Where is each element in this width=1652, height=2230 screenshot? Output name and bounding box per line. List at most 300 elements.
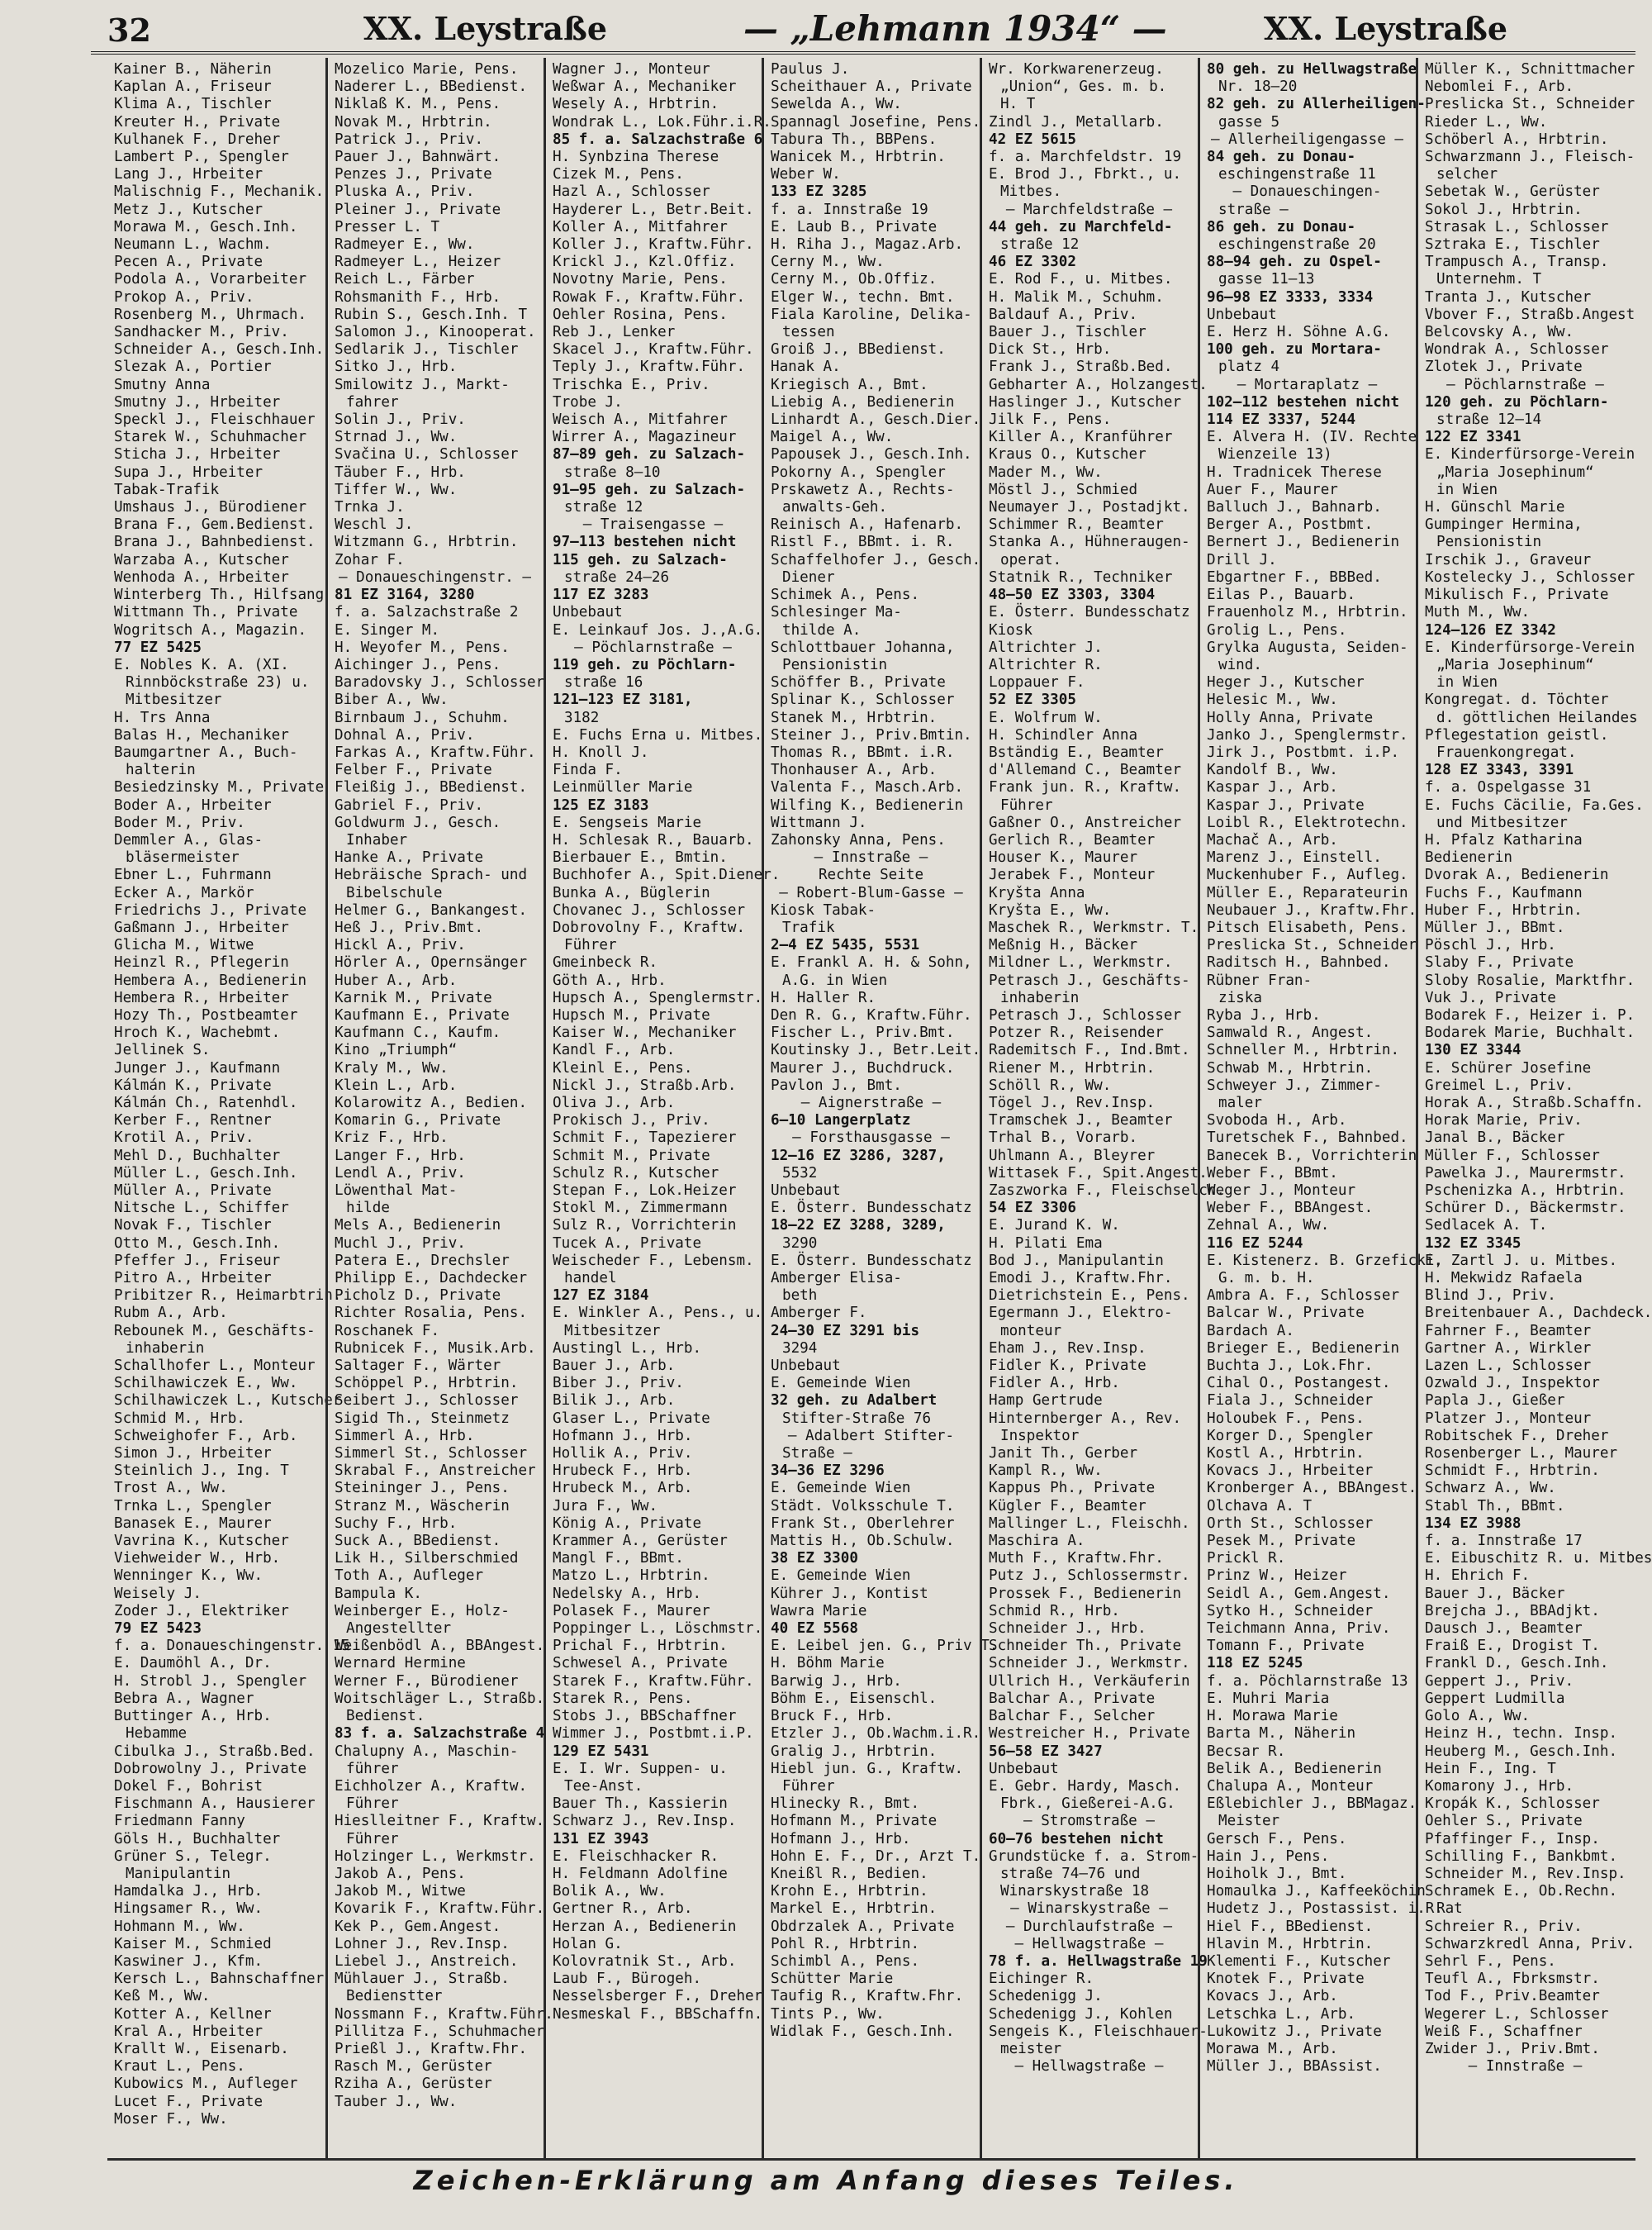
directory-entry: Täuber F., Hrb. [335,464,466,481]
directory-entry: straße 16 [564,674,643,692]
directory-entry: E. Singer M. [335,621,440,639]
directory-entry: Sehrl F., Pens. [1425,1952,1556,1970]
directory-entry: Kandl F., Arb. [553,1042,676,1059]
directory-entry: Hiebl jun. G., Kraftw. [771,1760,964,1777]
directory-entry: Heuberg M., Gesch.Inh. [1425,1743,1618,1760]
directory-entry: Podola A., Vorarbeiter [114,271,307,288]
directory-entry: „Maria Josephinum“ [1436,464,1594,481]
directory-entry: Unternehm. T [1436,271,1542,288]
directory-entry: Frank jun. R., Kraftw. [989,779,1182,796]
directory-entry: Mildner L., Werkmstr. [989,954,1173,972]
directory-entry: Maigel A., Ww. [771,429,894,446]
directory-entry: monteur [1000,1322,1062,1339]
directory-entry: Pawelka J., Maurermstr. [1425,1164,1626,1182]
directory-entry: Schwarzkredl Anna, Priv. [1425,1935,1635,1952]
directory-entry: Schmid R., Hrb. [989,1602,1120,1619]
directory-entry: Hlinecky R., Bmt. [771,1795,920,1813]
directory-entry: Gerlich R., Beamter [989,831,1156,849]
directory-entry: Buttinger A., Hrb. [114,1708,272,1725]
directory-entry: Göls H., Buchhalter [114,1830,281,1847]
directory-entry: Hembera A., Bedienerin [114,972,307,989]
directory-entry: Baradovsky J., Schlosser [335,674,545,692]
directory-entry: Oehler S., Private [1425,1813,1583,1830]
directory-entry: Richter Rosalia, Pens. [335,1305,528,1322]
directory-entry: Schöffer B., Private [771,674,946,692]
directory-entry: Gralig J., Hrbtrin. [771,1743,938,1760]
directory-entry: Huber F., Hrbtrin. [1425,901,1583,919]
directory-entry: — Donaueschingen- [1232,183,1382,201]
directory-entry: 84 geh. zu Donau- [1207,149,1356,166]
directory-entry: Hanak A. [771,359,841,376]
directory-entry: Starek F., Kraftw.Führ. [553,1672,754,1690]
directory-entry: — Allerheiligengasse — [1210,131,1404,148]
directory-entry: 127 EZ 3184 [553,1287,649,1305]
directory-entry: beth [782,1287,818,1305]
directory-entry: Balchar F., Selcher [989,1708,1156,1725]
directory-entry: Neumayer J., Postadjkt. [989,499,1190,516]
directory-entry: Weischeder F., Lebensm. [553,1252,754,1269]
directory-entry: Weber F., BBAngest. [1207,1200,1374,1217]
directory-entry: Boder A., Hrbeiter [114,796,272,814]
directory-entry: Gersch F., Pens. [1207,1830,1347,1847]
directory-entry: Winarskystraße 18 [1000,1883,1150,1900]
directory-entry: Penzes J., Private [335,166,492,183]
directory-entry: inhaberin [126,1339,205,1357]
directory-entry: Bodarek F., Heizer i. P. [1425,1006,1635,1024]
directory-entry: Lang J., Hrbeiter [114,166,263,183]
directory-entry: 88–94 geh. zu Ospel- [1207,254,1382,271]
directory-entry: Holzinger L., Werkmstr. [335,1847,536,1865]
directory-entry: Kaplan A., Friseur [114,78,272,96]
directory-entry: Kronberger A., BBAngest. [1207,1480,1417,1497]
directory-entry: Inhaber [346,831,408,849]
directory-entry: E. Kistenerz. B. Grzeficki, [1207,1252,1443,1269]
directory-entry: Mühlauer J., Straßb. [335,1971,510,1988]
directory-entry: Grolig L., Pens. [1207,621,1347,639]
directory-entry: Tee-Anst. [564,1777,643,1795]
directory-entry: Smutny Anna [114,376,211,393]
directory-entry: Kotter A., Kellner [114,2005,272,2023]
directory-entry: E. Leibel jen. G., Priv T. [771,1638,999,1655]
directory-entry: — Innstraße — [1468,2058,1583,2075]
directory-entry: d'Allemand C., Beamter [989,762,1182,779]
directory-entry: Bruck F., Hrb. [771,1708,894,1725]
directory-entry: 56–58 EZ 3427 [989,1743,1103,1760]
directory-entry: Irschik J., Graveur [1425,551,1592,568]
directory-entry: Schwesel A., Private [553,1655,728,1672]
directory-entry: 130 EZ 3344 [1425,1042,1521,1059]
directory-entry: Stanek M., Hrbtrin. [771,709,938,726]
directory-entry: straße — [1218,201,1289,218]
directory-entry: Naderer L., BBedienst. [335,78,528,96]
directory-entry: Ecker A., Markör [114,884,254,901]
directory-entry: Bständig E., Beamter [989,744,1164,761]
directory-entry: Rebounek M., Geschäfts- [114,1322,316,1339]
directory-entry: Mehl D., Buchhalter [114,1147,281,1164]
directory-entry: Dokel F., Bohrist [114,1777,263,1795]
directory-entry: Gebharter A., Holzangest. [989,376,1208,393]
directory-entry: Zlotek J., Private [1425,359,1583,376]
directory-entry: Mader M., Ww. [989,464,1103,481]
directory-entry: Wawra Marie [771,1602,867,1619]
directory-entry: Jura F., Ww. [553,1497,658,1514]
directory-entry: E. Wolfrum W. [989,709,1103,726]
directory-entry: Unbebaut [771,1357,841,1375]
directory-entry: Hohmann M., Ww. [114,1918,245,1935]
directory-entry: Kálmán Ch., Ratenhdl. [114,1094,298,1111]
directory-entry: Sytko H., Schneider [1207,1602,1374,1619]
directory-entry: 5532 [782,1164,818,1182]
directory-entry: Smutny J., Hrbeiter [114,393,281,411]
directory-entry: Frauenholz M., Hrbtrin. [1207,604,1408,621]
directory-entry: Aichinger J., Pens. [335,656,501,673]
directory-entry: Manipulantin [126,1865,231,1882]
directory-entry: Korger D., Spengler [1207,1427,1374,1444]
directory-entry: Nebomlei F., Arb. [1425,78,1574,96]
directory-entry: Janit Th., Gerber [989,1445,1138,1462]
directory-entry: Jerabek F., Monteur [989,867,1156,884]
directory-entry: handel [564,1270,617,1287]
directory-entry: Weßwar A., Mechaniker [553,78,737,96]
directory-entry: 87–89 geh. zu Salzach- [553,446,746,464]
directory-entry: Wilfing K., Bedienerin [771,796,964,814]
directory-entry: Kaiser M., Schmied [114,1935,272,1952]
directory-entry: Pribitzer R., Heimarbtrin. [114,1287,342,1305]
directory-entry: Brana J., Bahnbedienst. [114,534,316,551]
directory-entry: Krotil A., Priv. [114,1129,254,1147]
directory-entry: Steiner J., Priv.Bmtin. [771,726,972,744]
directory-entry: Helesic M., Ww. [1207,692,1338,709]
directory-entry: Schöppel P., Hrbtrin. [335,1375,519,1392]
directory-entry: Ebner L., Fuhrmann [114,867,272,884]
directory-entry: — Robert-Blum-Gasse — [779,884,963,901]
directory-entry: Kongregat. d. Töchter [1425,692,1609,709]
directory-entry: Prokisch J., Priv. [553,1112,710,1129]
directory-entry: Belik A., Bedienerin [1207,1760,1382,1777]
directory-entry: 77 EZ 5425 [114,639,202,656]
directory-entry: Weber W. [771,166,841,183]
directory-entry: Kandolf B., Ww. [1207,762,1338,779]
directory-entry: straße 24–26 [564,568,670,586]
directory-entry: Svoboda H., Arb. [1207,1112,1347,1129]
directory-entry: Löwenthal Mat- [335,1182,458,1199]
directory-entry: Wittmann Th., Private [114,604,298,621]
directory-entry: Witzmann G., Hrbtrin. [335,534,519,551]
directory-entry: Horak Marie, Priv. [1425,1112,1583,1129]
directory-entry: Schramek E., Ob.Rechn. [1425,1883,1618,1900]
directory-entry: Junger J., Kaufmann [114,1059,281,1077]
directory-entry: Pflegestation geistl. [1425,726,1609,744]
directory-entry: Pfeffer J., Friseur [114,1252,281,1269]
directory-entry: führer [346,1760,399,1777]
directory-entry: Buchta J., Lok.Fhr. [1207,1357,1374,1375]
directory-entry: 12–16 EZ 3286, 3287, [771,1147,946,1164]
directory-entry: E. Schürer Josefine [1425,1059,1592,1077]
directory-entry: Göth A., Hrb. [553,972,667,989]
directory-entry: Eichinger R. [989,1971,1094,1988]
directory-entry: Pesek M., Private [1207,1533,1356,1550]
directory-entry: Drill J. [1207,551,1277,568]
directory-entry: 32 geh. zu Adalbert [771,1392,938,1410]
directory-entry: 114 EZ 3337, 5244 [1207,411,1356,429]
directory-entry: Friedrichs J., Private [114,901,307,919]
directory-entry: Skrabal F., Anstreicher [335,1462,536,1480]
directory-entry: Nesselsberger F., Dreher [553,1988,763,2005]
directory-entry: Schimek A., Pens. [771,587,920,604]
directory-entry: Seibert J., Schlosser [335,1392,519,1410]
directory-entry: Sandhacker M., Priv. [114,324,289,341]
directory-entry: Morawa M., Arb. [1207,2040,1338,2057]
directory-entry: Pecen A., Private [114,254,263,271]
directory-entry: f. a. Ospelgasse 31 [1425,779,1592,796]
directory-entry: Pensionistin [782,656,888,673]
directory-entry: Sitko J., Hrb. [335,359,458,376]
directory-entry: Unbebaut [989,1760,1059,1777]
directory-entry: Grylka Augusta, Seiden- [1207,639,1408,656]
directory-entry: Schwab M., Hrbtrin. [1207,1059,1374,1077]
directory-entry: Schneider Th., Private [989,1638,1182,1655]
directory-entry: Trampusch A., Transp. [1425,254,1609,271]
directory-entry: Trischka E., Priv. [553,376,710,393]
directory-entry: Amberger Elisa- [771,1270,902,1287]
directory-entry: Speckl J., Fleischhauer [114,411,316,429]
directory-entry: Weiß F., Schaffner [1425,2023,1583,2040]
directory-entry: Jakob M., Witwe [335,1883,466,1900]
directory-entry: wind. [1218,656,1262,673]
directory-entry: 38 EZ 3300 [771,1550,858,1567]
directory-entry: Steininger J., Pens. [335,1480,510,1497]
directory-entry: Polasek F., Maurer [553,1602,710,1619]
directory-entry: Kreuter H., Private [114,113,281,131]
directory-entry: Metz J., Kutscher [114,201,263,218]
directory-entry: Dvorak A., Bedienerin [1425,867,1609,884]
directory-entry: Ryba J., Hrb. [1207,1006,1321,1024]
directory-entry: Fidler K., Private [989,1357,1146,1375]
directory-entry: — Innstraße — [814,849,928,867]
directory-entry: Schneider J., Hrb. [989,1620,1146,1638]
directory-entry: Farkas A., Kraftw.Führ. [335,744,536,761]
directory-entry: E. Daumöhl A., Dr. [114,1655,272,1672]
directory-entry: Papla J., Gießer [1425,1392,1565,1410]
directory-entry: Kiosk Tabak- [771,901,876,919]
directory-entry: Diener [782,568,835,586]
directory-entry: Amberger F. [771,1305,867,1322]
directory-entry: Wittasek F., Spit.Angest. [989,1164,1208,1182]
directory-entry: in Wien [1436,481,1498,498]
directory-entry: Hamp Gertrude [989,1392,1103,1410]
directory-entry: Kolarowitz A., Bedien. [335,1094,528,1111]
directory-entry: H. Böhm Marie [771,1655,885,1672]
directory-entry: Bampula K. [335,1585,422,1602]
directory-entry: 128 EZ 3343, 3391 [1425,762,1574,779]
directory-entry: Picholz D., Private [335,1287,501,1305]
directory-entry: Rinnböckstraße 23) u. [126,674,310,692]
directory-entry: maler [1218,1094,1262,1111]
directory-entry: Sloby Rosalie, Marktfhr. [1425,972,1635,989]
directory-entry: 91–95 geh. zu Salzach- [553,481,746,498]
directory-entry: Bedienst. [346,1708,425,1725]
directory-entry: Hoiholk J., Bmt. [1207,1865,1347,1882]
directory-entry: Schulz R., Kutscher [553,1164,719,1182]
directory-entry: Wr. Korkwarenerzeug. [989,61,1164,78]
directory-entry: Prossek F., Bedienerin [989,1585,1182,1602]
directory-entry: E. Frankl A. H. & Sohn, [771,954,972,972]
directory-entry: H. Günschl Marie [1425,499,1565,516]
directory-entry: Kainer B., Näherin [114,61,272,78]
directory-entry: Bauer J., Bäcker [1425,1585,1565,1602]
directory-entry: Zindl J., Metallarb. [989,113,1164,131]
directory-entry: Gartner A., Wirkler [1425,1339,1592,1357]
directory-entry: Pitsch Elisabeth, Pens. [1207,919,1408,936]
directory-entry: Huber A., Arb. [335,972,458,989]
directory-entry: 117 EZ 3283 [553,587,649,604]
directory-entry: Ebgartner F., BBBed. [1207,568,1382,586]
directory-entry: Lazen L., Schlosser [1425,1357,1592,1375]
directory-entry: E. Fuchs Cäcilie, Fa.Ges. [1425,796,1644,814]
directory-entry: Kaspar J., Arb. [1207,779,1338,796]
directory-entry: Muth F., Kraftw.Fhr. [989,1550,1164,1567]
directory-entry: Birnbaum J., Schuhm. [335,709,510,726]
directory-entry: E. Nobles K. A. (XI. [114,656,289,673]
directory-entry: Maurer J., Buchdruck. [771,1059,955,1077]
directory-entry: Emodi J., Kraftw.Fhr. [989,1270,1173,1287]
directory-entry: Stanka A., Hühneraugen- [989,534,1190,551]
directory-entry: Raditsch H., Bahnbed. [1207,954,1391,972]
directory-entry: Pleiner J., Private [335,201,501,218]
directory-entry: Janko J., Spenglermstr. [1207,726,1408,744]
directory-entry: Kampl R., Ww. [989,1462,1103,1480]
directory-entry: Balcar W., Private [1207,1305,1365,1322]
directory-entry: tessen [782,324,835,341]
directory-entry: Brana F., Gem.Bedienst. [114,516,316,534]
directory-entry: Pfaffinger F., Insp. [1425,1830,1600,1847]
directory-entry: 82 geh. zu Allerheiligen- [1207,96,1426,113]
directory-entry: Stifter-Straße 76 [782,1410,932,1427]
directory-entry: Smilowitz J., Markt- [335,376,510,393]
directory-column-3 [544,58,781,2161]
directory-entry: Wienzeile 13) [1218,446,1332,464]
directory-entry: Roschanek F. [335,1322,440,1339]
directory-entry: Schmidt F., Hrbtrin. [1425,1462,1600,1480]
directory-entry: Pillitza F., Schuhmacher [335,2023,545,2040]
directory-entry: E. Brod J., Fbrkt., u. [989,166,1182,183]
directory-entry: Schwarz A., Ww. [1425,1480,1556,1497]
directory-entry: Mitbesitzer [126,692,222,709]
directory-entry: Rubin S., Gesch.Inh. T [335,306,528,323]
directory-entry: Saltager F., Wärter [335,1357,501,1375]
directory-entry: Müller K., Schnittmacher [1425,61,1635,78]
directory-entry: 133 EZ 3285 [771,183,867,201]
directory-entry: Sztraka E., Tischler [1425,236,1600,254]
directory-entry: Baumgartner A., Buch- [114,744,298,761]
directory-entry: Ambra A. F., Schlosser [1207,1287,1400,1305]
directory-entry: Führer [782,1777,835,1795]
directory-entry: Wagner J., Monteur [553,61,710,78]
directory-entry: f. a. Salzachstraße 2 [335,604,519,621]
directory-entry: Bernert J., Bedienerin [1207,534,1400,551]
directory-entry: Führer [346,1795,399,1813]
directory-entry: Hein F., Ing. T [1425,1760,1556,1777]
directory-entry: anwalts-Geh. [782,499,888,516]
directory-entry: H. Knoll J. [553,744,649,761]
directory-entry: Vbover F., Straßb.Angest [1425,306,1635,323]
directory-entry: Kiosk [989,621,1032,639]
directory-entry: Wirrer A., Magazineur [553,429,737,446]
directory-entry: H. Weyofer M., Pens. [335,639,510,656]
directory-entry: Simmerl St., Schlosser [335,1445,528,1462]
directory-entry: Weisch A., Mitfahrer [553,411,728,429]
directory-entry: H. Ehrich F. [1425,1567,1531,1585]
directory-entry: Trnka J. [335,499,405,516]
directory-entry: Hanke A., Private [335,849,484,867]
directory-entry: Stobs J., BBSchaffner [553,1708,737,1725]
directory-entry: Schwarz J., Rev.Insp. [553,1813,737,1830]
directory-entry: Robitschek F., Dreher [1425,1427,1609,1444]
directory-entry: Wegerer L., Schlosser [1425,2005,1609,2023]
directory-entry: Orth St., Schlosser [1207,1514,1374,1532]
directory-entry: H. Synbzina Therese [553,149,719,166]
directory-entry: Bedienerin [1425,849,1512,867]
directory-entry: — Forsthausgasse — [792,1129,950,1147]
directory-entry: d. göttlichen Heilandes [1436,709,1638,726]
directory-entry: Kolovratnik St., Arb. [553,1952,737,1970]
directory-entry: Kraly M., Ww. [335,1059,449,1077]
directory-entry: inhaberin [1000,989,1080,1006]
directory-entry: 129 EZ 5431 [553,1743,649,1760]
directory-entry: Wenninger K., Ww. [114,1567,263,1585]
directory-entry: G. m. b. H. [1218,1270,1315,1287]
directory-entry: Schweyer J., Zimmer- [1207,1077,1382,1094]
directory-entry: Kryšta E., Ww. [989,901,1112,919]
page-number: 32 [107,12,151,49]
directory-entry: Wesely A., Hrbtrin. [553,96,719,113]
directory-entry: Ozwald J., Inspektor [1425,1375,1600,1392]
directory-entry: Strnad J., Ww. [335,429,458,446]
directory-entry: Slaby F., Private [1425,954,1574,972]
directory-entry: Kerber F., Rentner [114,1112,272,1129]
directory-entry: Reb J., Lenker [553,324,676,341]
directory-entry: Etzler J., Ob.Wachm.i.R. [771,1725,981,1743]
directory-entry: Kostelecky J., Schlosser [1425,568,1635,586]
directory-entry: Mallinger L., Fleischh. [989,1514,1190,1532]
directory-entry: straße 12 [1000,236,1080,254]
directory-entry: Schürer D., Bäckermstr. [1425,1200,1626,1217]
directory-entry: E. Rod F., u. Mitbes. [989,271,1173,288]
directory-entry: Gabriel F., Priv. [335,796,484,814]
directory-entry: Dausch J., Beamter [1425,1620,1583,1638]
directory-entry: Linhardt A., Gesch.Dier. [771,411,981,429]
directory-entry: Elger W., techn. Bmt. [771,288,955,306]
directory-entry: Tauber J., Ww. [335,2093,458,2110]
directory-entry: Hebamme [126,1725,188,1743]
directory-entry: Sewelda A., Ww. [771,96,902,113]
directory-entry: Schütter Marie [771,1971,894,1988]
directory-entry: Umshaus J., Bürodiener [114,499,307,516]
footer-note: Zeichen-Erklärung am Anfang dieses Teiles. [413,2165,1239,2196]
directory-entry: Frauenkongregat. [1436,744,1577,761]
directory-entry: Barta M., Näherin [1207,1725,1356,1743]
directory-entry: Paulus J. [771,61,850,78]
directory-entry: H. Feldmann Adolfine [553,1865,728,1882]
directory-entry: Schneider M., Rev.Insp. [1425,1865,1626,1882]
directory-entry: Lucet F., Private [114,2093,263,2110]
directory-entry: Dobrovolny F., Kraftw. [553,919,746,936]
directory-entry: Hebräische Sprach- und [335,867,528,884]
directory-entry: Putz J., Schlossermstr. [989,1567,1190,1585]
directory-entry: H. Morawa Marie [1207,1708,1338,1725]
directory-entry: H. Schlesak R., Bauarb. [553,831,754,849]
directory-entry: Liebig A., Bedienerin [771,393,955,411]
